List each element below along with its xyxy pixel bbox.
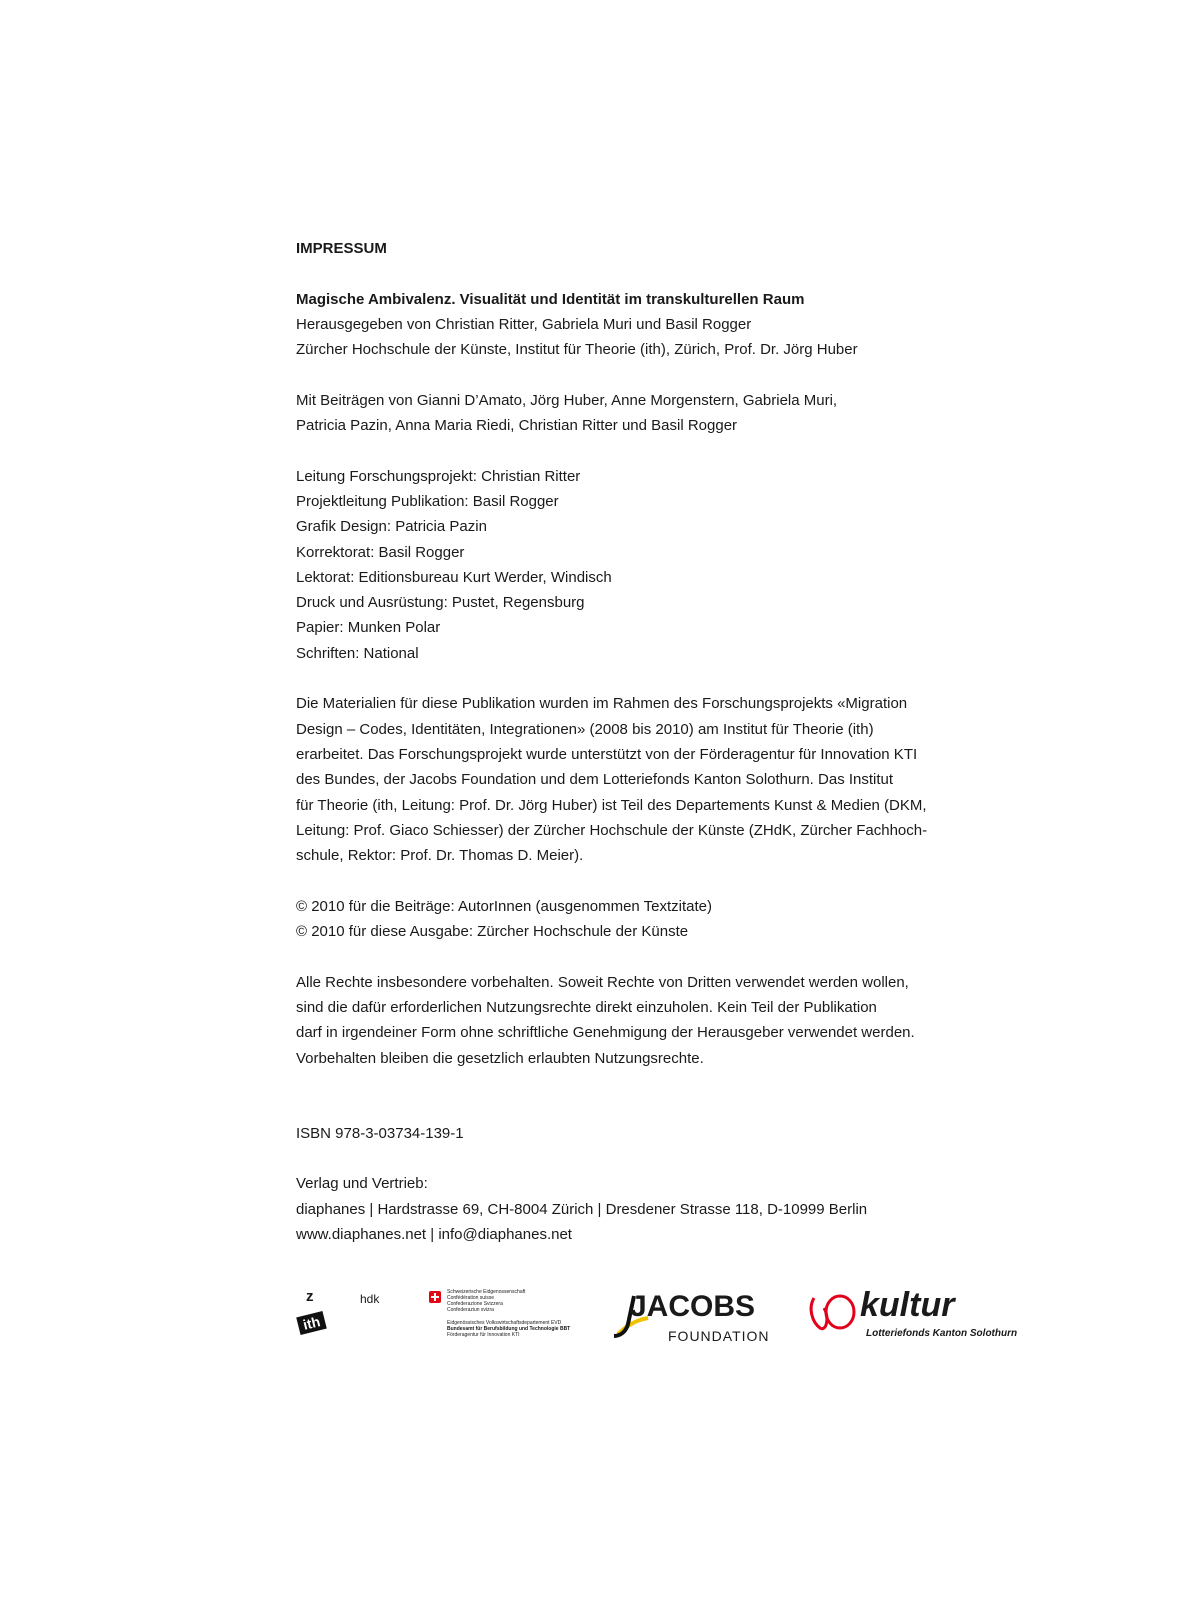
credit-line: Papier: Munken Polar — [296, 619, 441, 637]
kultur-sub: Lotteriefonds Kanton Solothurn — [866, 1328, 1018, 1339]
swiss-department-text: Eidgenössisches Volkswirtschaftsdepartement EVD Bundesamt für Berufsbildung und Technologie BBT Förderagentur für Innovation KTI — [447, 1320, 571, 1338]
rights-line: darf in irgendeiner Form ohne schriftliche Genehmigung der Herausgeber verwendet werden. — [296, 1024, 915, 1042]
credit-line: Projektleitung Publikation: Basil Rogger — [296, 492, 559, 510]
zhdk-ith-logo — [296, 1284, 386, 1344]
credit-line: Leitung Forschungsprojekt: Christian Ritter — [296, 467, 581, 485]
jacobs-sub: FOUNDATION — [668, 1328, 770, 1344]
rights-line: Alle Rechte insbesondere vorbehalten. Soweit Rechte von Dritten verwendet werden wollen, — [296, 973, 909, 991]
swiss-confederation-logo — [429, 1287, 579, 1349]
rights-line: sind die dafür erforderlichen Nutzungsrechte direkt einzuholen. Kein Teil der Publikation — [296, 998, 877, 1016]
credit-line: Lektorat: Editionsbureau Kurt Werder, Windisch — [296, 568, 612, 586]
jacobs-foundation-logo — [612, 1286, 772, 1348]
credit-line: Druck und Ausrüstung: Pustet, Regensburg — [296, 594, 585, 612]
editors-line: Herausgegeben von Christian Ritter, Gabriela Muri und Basil Rogger — [296, 315, 752, 333]
copyright-line: © 2010 für diese Ausgabe: Zürcher Hochschule der Künste — [296, 923, 689, 941]
institution-line: Zürcher Hochschule der Künste, Institut für Theorie (ith), Zürich, Prof. Dr. Jörg Huber — [296, 341, 858, 359]
book-title: Magische Ambivalenz. Visualität und Identität im transkulturellen Raum — [296, 290, 805, 308]
kultur-word: kultur — [860, 1286, 955, 1324]
credit-line: Schriften: National — [296, 644, 419, 662]
description-line: des Bundes, der Jacobs Foundation und dem Lotteriefonds Kanton Solothurn. Das Institut — [296, 771, 894, 789]
rights-line: Vorbehalten bleiben die gesetzlich erlaubten Nutzungsrechte. — [296, 1049, 704, 1067]
credit-line: Korrektorat: Basil Rogger — [296, 543, 465, 561]
contributors-line: Mit Beiträgen von Gianni D’Amato, Jörg Huber, Anne Morgenstern, Gabriela Muri, — [296, 391, 838, 409]
description-line: schule, Rektor: Prof. Dr. Thomas D. Meier). — [296, 847, 584, 865]
ith-mark: ith — [296, 1311, 327, 1335]
description-line: Die Materialien für diese Publikation wurden im Rahmen des Forschungsprojekts «Migration — [296, 695, 908, 713]
description-line: Design – Codes, Identitäten, Integrationen» (2008 bis 2010) am Institut für Theorie (ith) — [296, 720, 874, 738]
description-line: erarbeitet. Das Forschungsprojekt wurde unterstützt von der Förderagentur für Innovation KTI — [296, 745, 918, 763]
so-mark-icon — [806, 1288, 862, 1336]
publisher-label: Verlag und Vertrieb: — [296, 1175, 428, 1193]
so-kultur-logo — [806, 1284, 1016, 1348]
copyright-line: © 2010 für die Beiträge: AutorInnen (ausgenommen Textzitate) — [296, 897, 713, 915]
jacobs-name: JACOBS — [630, 1290, 756, 1323]
publisher-address: diaphanes | Hardstrasse 69, CH-8004 Zürich | Dresdener Strasse 118, D-10999 Berlin — [296, 1200, 868, 1218]
sponsor-logos — [296, 1284, 1016, 1354]
publisher-web: www.diaphanes.net | info@diaphanes.net — [296, 1225, 572, 1243]
impressum-heading: IMPRESSUM — [296, 240, 387, 257]
zhdk-z-mark: z — [306, 1288, 314, 1305]
swiss-cross-icon — [429, 1291, 441, 1303]
hdk-mark: hdk — [360, 1292, 380, 1306]
credit-line: Grafik Design: Patricia Pazin — [296, 518, 487, 536]
isbn: ISBN 978-3-03734-139-1 — [296, 1124, 464, 1142]
impressum-page — [296, 236, 1016, 1247]
swiss-confederation-text: Schweizerische Eidgenossenschaft Confédération suisse Confederazione Svizzera Confederaziun svizra — [447, 1289, 526, 1313]
contributors-line: Patricia Pazin, Anna Maria Riedi, Christian Ritter und Basil Rogger — [296, 417, 738, 435]
description-line: Leitung: Prof. Giaco Schiesser) der Zürcher Hochschule der Künste (ZHdK, Zürcher Fachhoch- — [296, 821, 928, 839]
description-line: für Theorie (ith, Leitung: Prof. Dr. Jörg Huber) ist Teil des Departements Kunst & Medien (DKM, — [296, 796, 927, 814]
